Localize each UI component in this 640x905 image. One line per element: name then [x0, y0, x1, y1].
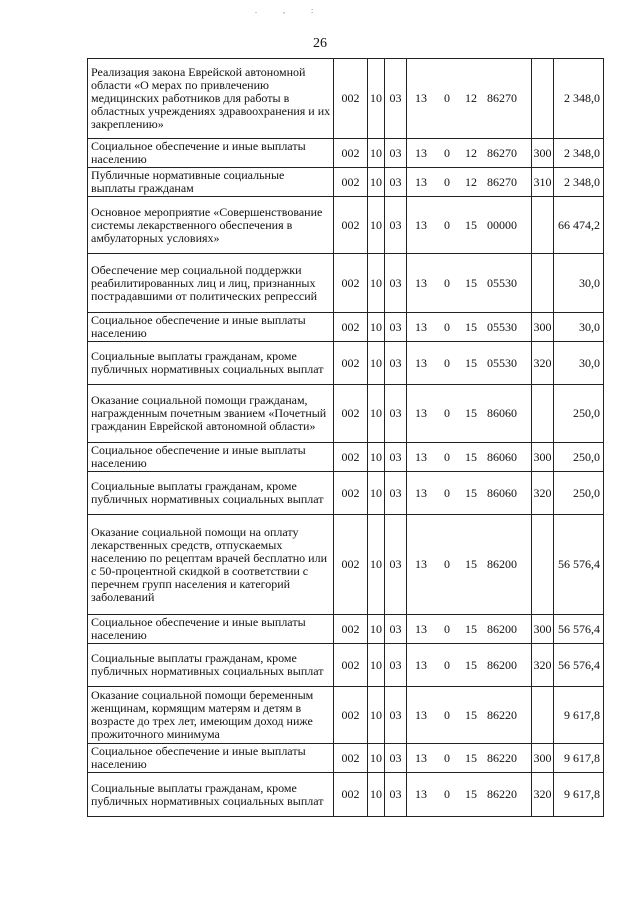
amount: 66 474,2 — [554, 197, 604, 254]
subsection-code: 03 — [385, 168, 407, 197]
subsection-code: 03 — [385, 443, 407, 472]
target-article-code — [407, 443, 532, 472]
target-article-part: 0 — [444, 217, 450, 232]
target-article-code — [407, 168, 532, 197]
section-code: 10 — [368, 197, 385, 254]
table-body — [88, 59, 604, 817]
ministry-code: 002 — [334, 472, 368, 515]
budget-table — [87, 58, 604, 817]
target-article-part: 86270 — [487, 145, 517, 160]
ministry-code: 002 — [334, 644, 368, 687]
target-article-parts — [407, 709, 531, 722]
row-description: Социальное обеспечение и иные выплаты населению — [88, 615, 334, 644]
target-article-part: 86220 — [487, 787, 517, 801]
row-description: Оказание социальной помощи гражданам, награжденным почетным званием «Почетный гражданин Еврейской автономной области» — [88, 385, 334, 443]
amount: 30,0 — [554, 254, 604, 313]
target-article-part: 15 — [465, 355, 477, 370]
expense-type-code — [532, 385, 554, 443]
table-row — [88, 139, 604, 168]
target-article-code — [407, 773, 532, 817]
row-description: Социальные выплаты гражданам, кроме публичных нормативных социальных выплат — [88, 644, 334, 687]
target-article-part: 15 — [465, 449, 477, 464]
subsection-code: 03 — [385, 139, 407, 168]
target-article-part: 13 — [415, 449, 427, 464]
target-article-code — [407, 385, 532, 443]
target-article-part: 13 — [415, 485, 427, 500]
table-row — [88, 515, 604, 615]
ministry-code: 002 — [334, 254, 368, 313]
target-article-part: 15 — [465, 750, 477, 765]
target-article-part: 86200 — [487, 621, 517, 636]
target-article-part: 86270 — [487, 174, 517, 189]
target-article-part: 15 — [465, 657, 477, 672]
section-code: 10 — [368, 168, 385, 197]
ministry-code: 002 — [334, 443, 368, 472]
target-article-part: 13 — [415, 217, 427, 232]
expense-type-code: 300 — [532, 443, 554, 472]
section-code: 10 — [368, 744, 385, 773]
subsection-code: 03 — [385, 59, 407, 139]
target-article-parts — [407, 176, 531, 189]
expense-type-code: 300 — [532, 313, 554, 342]
ministry-code: 002 — [334, 313, 368, 342]
target-article-part: 86060 — [487, 485, 517, 500]
ministry-code: 002 — [334, 385, 368, 443]
table-row — [88, 168, 604, 197]
target-article-part: 0 — [444, 275, 450, 290]
target-article-part: 0 — [444, 355, 450, 370]
target-article-part: 0 — [444, 406, 450, 420]
section-code: 10 — [368, 644, 385, 687]
target-article-code — [407, 59, 532, 139]
expense-type-code: 300 — [532, 139, 554, 168]
target-article-part: 0 — [444, 485, 450, 500]
target-article-part: 86200 — [487, 657, 517, 672]
section-code: 10 — [368, 773, 385, 817]
target-article-part: 15 — [465, 217, 477, 232]
subsection-code: 03 — [385, 515, 407, 615]
target-article-part: 0 — [444, 174, 450, 189]
target-article-code — [407, 515, 532, 615]
target-article-part: 13 — [415, 174, 427, 189]
table-row — [88, 644, 604, 687]
target-article-parts — [407, 487, 531, 500]
target-article-part: 12 — [465, 145, 477, 160]
target-article-part: 13 — [415, 406, 427, 420]
section-code: 10 — [368, 687, 385, 744]
row-description: Социальное обеспечение и иные выплаты населению — [88, 744, 334, 773]
target-article-part: 86200 — [487, 557, 517, 571]
target-article-part: 86060 — [487, 406, 517, 420]
amount: 9 617,8 — [554, 687, 604, 744]
ministry-code: 002 — [334, 168, 368, 197]
target-article-part: 86270 — [487, 91, 517, 105]
target-article-part: 15 — [465, 707, 477, 722]
expense-type-code — [532, 254, 554, 313]
target-article-code — [407, 254, 532, 313]
ministry-code: 002 — [334, 773, 368, 817]
target-article-parts — [407, 659, 531, 672]
expense-type-code: 300 — [532, 615, 554, 644]
table-row — [88, 342, 604, 385]
target-article-part: 13 — [415, 787, 427, 801]
target-article-code — [407, 342, 532, 385]
ministry-code: 002 — [334, 687, 368, 744]
amount: 56 576,4 — [554, 515, 604, 615]
target-article-part: 15 — [465, 406, 477, 420]
target-article-code — [407, 644, 532, 687]
row-description: Оказание социальной помощи на оплату лекарственных средств, отпускаемых населению по рецептам врачей бесплатно или с 50-процентной скидкой в соответствии с перечнем групп населения и категорий заболеваний — [88, 515, 334, 615]
target-article-part: 0 — [444, 707, 450, 722]
page-number: 26 — [313, 36, 327, 51]
section-code: 10 — [368, 385, 385, 443]
target-article-part: 00000 — [487, 217, 517, 232]
target-article-parts — [407, 92, 531, 105]
amount: 9 617,8 — [554, 744, 604, 773]
amount: 2 348,0 — [554, 168, 604, 197]
target-article-part: 0 — [444, 787, 450, 801]
target-article-part: 13 — [415, 91, 427, 105]
row-description: Реализация закона Еврейской автономной области «О мерах по привлечению медицинских работников для работы в областных учреждениях здравоохранения и их закреплению» — [88, 59, 334, 139]
target-article-part: 0 — [444, 91, 450, 105]
amount: 9 617,8 — [554, 773, 604, 817]
subsection-code: 03 — [385, 644, 407, 687]
row-description: Социальное обеспечение и иные выплаты населению — [88, 313, 334, 342]
amount: 30,0 — [554, 313, 604, 342]
row-description: Публичные нормативные социальные выплаты гражданам — [88, 168, 334, 197]
table-row — [88, 687, 604, 744]
table-row — [88, 443, 604, 472]
target-article-part: 13 — [415, 355, 427, 370]
target-article-part: 86220 — [487, 750, 517, 765]
section-code: 10 — [368, 139, 385, 168]
section-code: 10 — [368, 615, 385, 644]
subsection-code: 03 — [385, 197, 407, 254]
section-code: 10 — [368, 342, 385, 385]
target-article-part: 15 — [465, 485, 477, 500]
amount: 30,0 — [554, 342, 604, 385]
table-row — [88, 472, 604, 515]
target-article-part: 13 — [415, 657, 427, 672]
subsection-code: 03 — [385, 472, 407, 515]
target-article-parts — [407, 788, 531, 801]
target-article-part: 05530 — [487, 319, 517, 334]
target-article-part: 86060 — [487, 449, 517, 464]
subsection-code: 03 — [385, 313, 407, 342]
target-article-code — [407, 744, 532, 773]
target-article-parts — [407, 752, 531, 765]
row-description: Социальные выплаты гражданам, кроме публичных нормативных социальных выплат — [88, 472, 334, 515]
section-code: 10 — [368, 515, 385, 615]
table-row — [88, 385, 604, 443]
table-row — [88, 197, 604, 254]
amount: 56 576,4 — [554, 644, 604, 687]
target-article-part: 13 — [415, 750, 427, 765]
target-article-part: 13 — [415, 557, 427, 571]
target-article-part: 0 — [444, 145, 450, 160]
target-article-parts — [407, 451, 531, 464]
section-code: 10 — [368, 254, 385, 313]
ministry-code: 002 — [334, 744, 368, 773]
amount: 250,0 — [554, 443, 604, 472]
target-article-code — [407, 197, 532, 254]
subsection-code: 03 — [385, 615, 407, 644]
target-article-part: 13 — [415, 275, 427, 290]
target-article-part: 13 — [415, 707, 427, 722]
target-article-part: 15 — [465, 319, 477, 334]
target-article-part: 15 — [465, 787, 477, 801]
target-article-part: 13 — [415, 319, 427, 334]
expense-type-code: 320 — [532, 773, 554, 817]
target-article-parts — [407, 407, 531, 420]
expense-type-code — [532, 515, 554, 615]
expense-type-code: 300 — [532, 744, 554, 773]
ministry-code: 002 — [334, 139, 368, 168]
amount: 250,0 — [554, 472, 604, 515]
row-description: Социальные выплаты гражданам, кроме публичных нормативных социальных выплат — [88, 342, 334, 385]
target-article-part: 0 — [444, 750, 450, 765]
scan-marks: . , : — [255, 6, 326, 15]
subsection-code: 03 — [385, 744, 407, 773]
section-code: 10 — [368, 472, 385, 515]
amount: 2 348,0 — [554, 139, 604, 168]
subsection-code: 03 — [385, 342, 407, 385]
amount: 56 576,4 — [554, 615, 604, 644]
expense-type-code: 320 — [532, 472, 554, 515]
target-article-part: 0 — [444, 557, 450, 571]
ministry-code: 002 — [334, 59, 368, 139]
target-article-parts — [407, 277, 531, 290]
target-article-part: 15 — [465, 621, 477, 636]
target-article-parts — [407, 147, 531, 160]
ministry-code: 002 — [334, 615, 368, 644]
ministry-code: 002 — [334, 342, 368, 385]
amount: 2 348,0 — [554, 59, 604, 139]
expense-type-code — [532, 197, 554, 254]
target-article-code — [407, 472, 532, 515]
subsection-code: 03 — [385, 773, 407, 817]
target-article-parts — [407, 357, 531, 370]
subsection-code: 03 — [385, 254, 407, 313]
target-article-part: 0 — [444, 319, 450, 334]
subsection-code: 03 — [385, 385, 407, 443]
section-code: 10 — [368, 59, 385, 139]
subsection-code: 03 — [385, 687, 407, 744]
target-article-part: 15 — [465, 557, 477, 571]
target-article-parts — [407, 623, 531, 636]
table-row — [88, 313, 604, 342]
section-code: 10 — [368, 313, 385, 342]
target-article-part: 05530 — [487, 275, 517, 290]
row-description: Социальное обеспечение и иные выплаты населению — [88, 139, 334, 168]
target-article-code — [407, 615, 532, 644]
table-row — [88, 254, 604, 313]
target-article-code — [407, 313, 532, 342]
expense-type-code: 310 — [532, 168, 554, 197]
target-article-part: 12 — [465, 174, 477, 189]
target-article-code — [407, 687, 532, 744]
row-description: Социальные выплаты гражданам, кроме публичных нормативных социальных выплат — [88, 773, 334, 817]
ministry-code: 002 — [334, 197, 368, 254]
row-description: Социальное обеспечение и иные выплаты населению — [88, 443, 334, 472]
target-article-part: 0 — [444, 621, 450, 636]
target-article-part: 05530 — [487, 355, 517, 370]
expense-type-code — [532, 687, 554, 744]
row-description: Основное мероприятие «Совершенствование системы лекарственного обеспечения в амбулаторных условиях» — [88, 197, 334, 254]
amount: 250,0 — [554, 385, 604, 443]
table-row — [88, 615, 604, 644]
target-article-part: 13 — [415, 145, 427, 160]
table-row — [88, 744, 604, 773]
expense-type-code: 320 — [532, 644, 554, 687]
target-article-parts — [407, 219, 531, 232]
target-article-part: 13 — [415, 621, 427, 636]
ministry-code: 002 — [334, 515, 368, 615]
expense-type-code: 320 — [532, 342, 554, 385]
expense-type-code — [532, 59, 554, 139]
row-description: Оказание социальной помощи беременным женщинам, кормящим матерям и детям в возрасте до трех лет, имеющим доход ниже прожиточного минимума — [88, 687, 334, 744]
target-article-parts — [407, 321, 531, 334]
section-code: 10 — [368, 443, 385, 472]
row-description: Обеспечение мер социальной поддержки реабилитированных лиц и лиц, признанных пострадавшими от политических репрессий — [88, 254, 334, 313]
target-article-part: 12 — [465, 91, 477, 105]
target-article-code — [407, 139, 532, 168]
table-row — [88, 59, 604, 139]
target-article-part: 86220 — [487, 707, 517, 722]
target-article-part: 0 — [444, 657, 450, 672]
target-article-part: 15 — [465, 275, 477, 290]
table-row — [88, 773, 604, 817]
target-article-part: 0 — [444, 449, 450, 464]
target-article-parts — [407, 558, 531, 571]
